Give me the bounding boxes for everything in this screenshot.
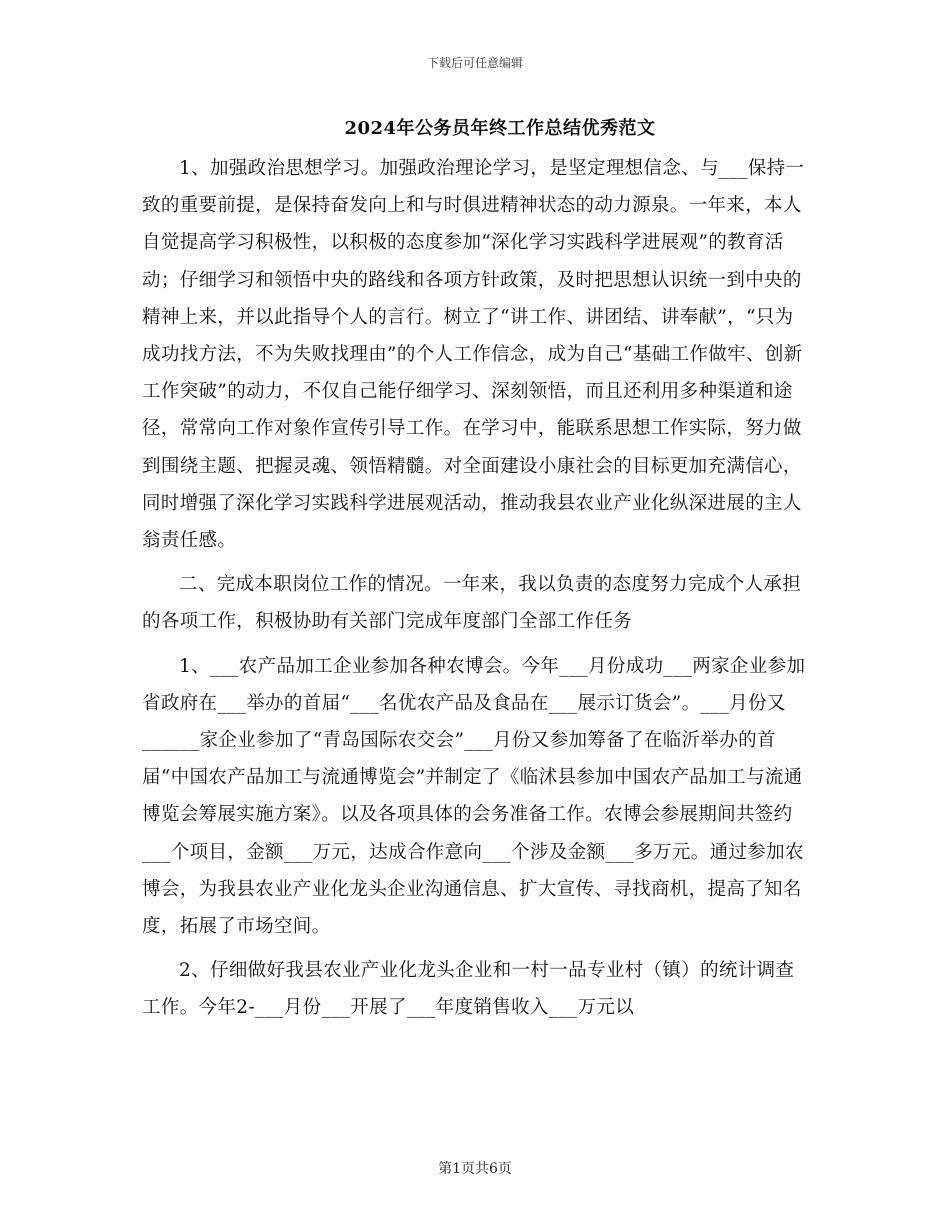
document-body	[142, 150, 810, 1034]
header-note: 下载后可任意编辑	[426, 56, 523, 70]
paragraph-3: 1、___农产品加工企业参加各种农博会。今年___月份成功___两家企业参加省政府在___举办的首届“___名优农产品及食品在___展示订货会”。___月份又______家企业参加了“青岛国际农交会”___月份又参加筹备了在临沂举办的首届“中国农产品加工与流通博览会”并制定了《临沭县参加中国农产品加工与流通博览会筹展实施方案》。以及各项具体的会务准备工作。农博会参展期间共签约___个项目，金额___万元，达成合作意向___个涉及金额___多万元。通过参加农博会，为我县农业产业化龙头企业沟通信息、扩大宣传、寻找商机，提高了知名度，拓展了市场空间。	[142, 655, 806, 938]
page-number: 第1页共6页	[438, 1161, 512, 1177]
paragraph-4: 2、仔细做好我县农业产业化龙头企业和一村一品专业村（镇）的统计调查工作。今年2-___月份___开展了___年度销售收入___万元以	[142, 960, 795, 1019]
paragraph-1: 1、加强政治思想学习。加强政治理论学习，是坚定理想信念、与___保持一致的重要前提，是保持奋发向上和与时俱进精神状态的动力源泉。一年来，本人自觉提高学习积极性，以积极的态度参加“深化学习实践科学进展观”的教育活动；仔细学习和领悟中央的路线和各项方针政策，及时把思想认识统一到中央的精神上来，并以此指导个人的言行。树立了“讲工作、讲团结、讲奉献”，“只为成功找方法，不为失败找理由”的个人工作信念，成为自己“基础工作做牢、创新工作突破”的动力，不仅自己能仔细学习、深刻领悟，而且还利用多种渠道和途径，常常向工作对象作宣传引导工作。在学习中，能联系思想工作实际，努力做到围绕主题、把握灵魂、领悟精髓。对全面建设小康社会的目标更加充满信心，同时增强了深化学习实践科学进展观活动，推动我县农业产业化纵深进展的主人翁责任感。	[142, 158, 805, 552]
document-title: 2024年公务员年终工作总结优秀范文	[344, 118, 656, 139]
paragraph-2: 二、完成本职岗位工作的情况。一年来，我以负责的态度努力完成个人承担的各项工作，积极协助有关部门完成年度部门全部工作任务	[142, 574, 802, 633]
